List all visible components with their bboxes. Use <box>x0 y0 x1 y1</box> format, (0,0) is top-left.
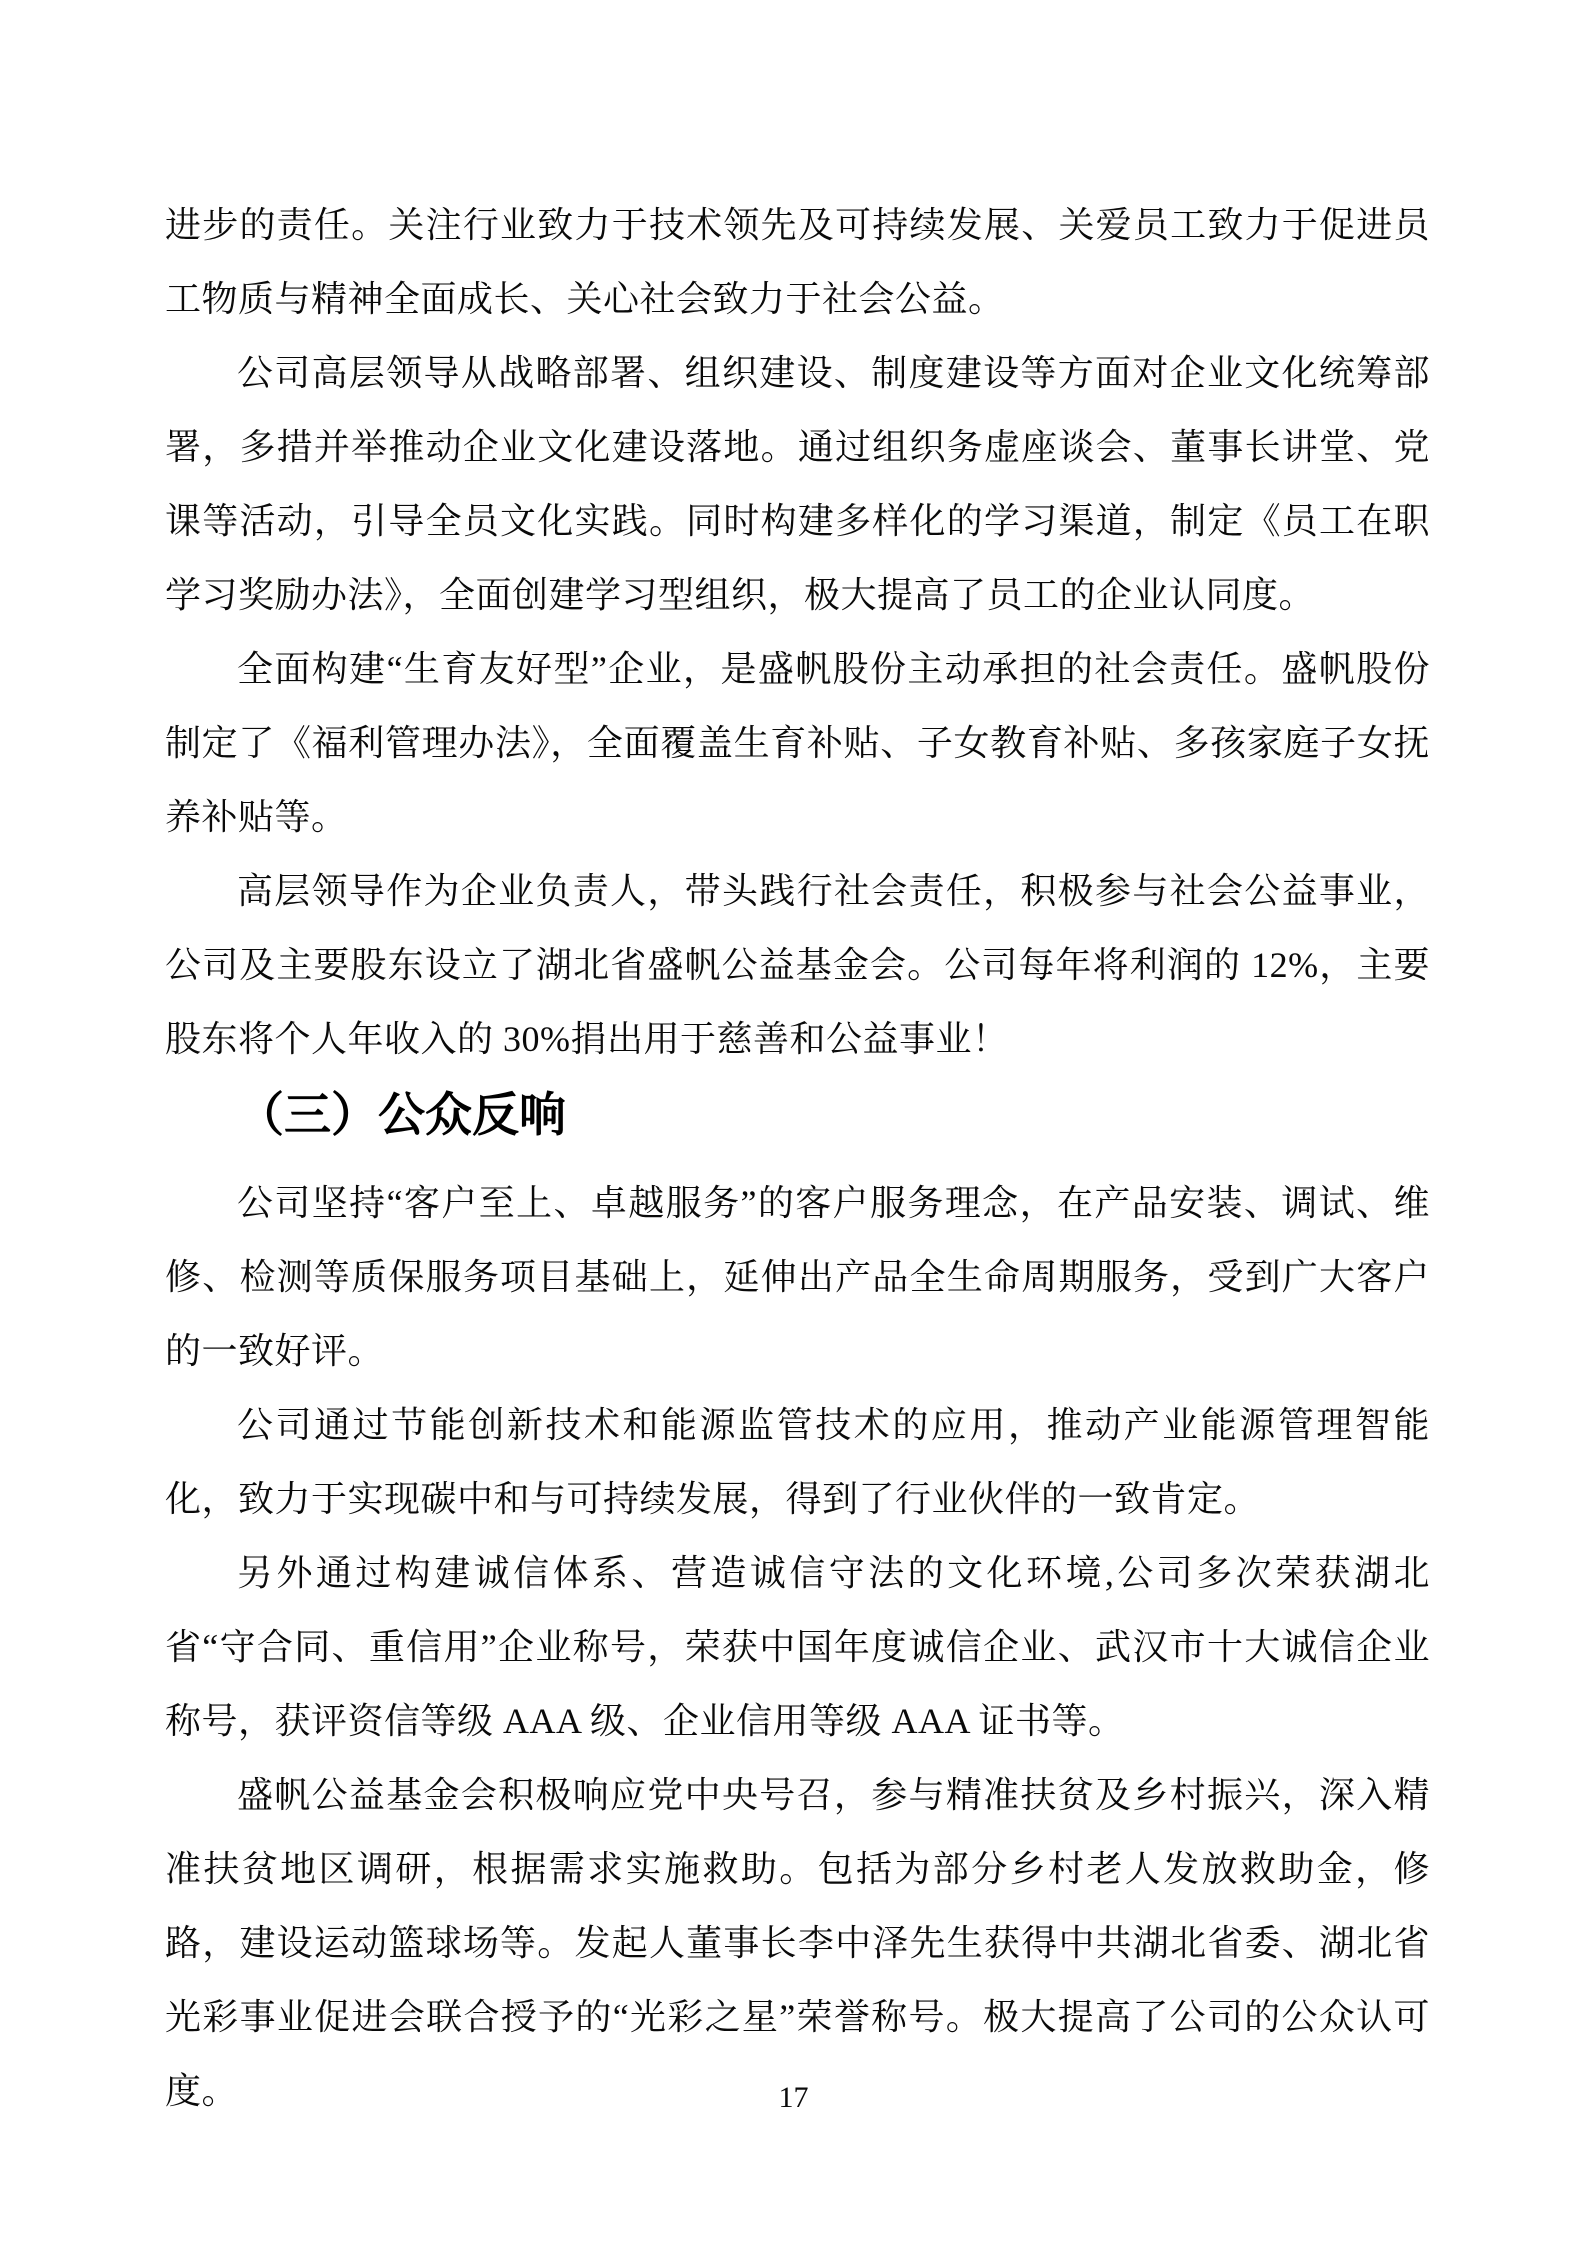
paragraph: 高层领导作为企业负责人，带头践行社会责任，积极参与社会公益事业，公司及主要股东设立了湖北省盛帆公益基金会。公司每年将利润的 12%，主要股东将个人年收入的 30%捐出用于慈善和公益事业！ <box>165 871 1430 1059</box>
paragraph: 全面构建“生育友好型”企业，是盛帆股份主动承担的社会责任。盛帆股份制定了《福利管理办法》，全面覆盖生育补贴、子女教育补贴、多孩家庭子女抚养补贴等。 <box>165 649 1430 837</box>
paragraph: 公司高层领导从战略部署、组织建设、制度建设等方面对企业文化统筹部署，多措并举推动企业文化建设落地。通过组织务虚座谈会、董事长讲堂、党课等活动，引导全员文化实践。同时构建多样化的学习渠道，制定《员工在职学习奖励办法》，全面创建学习型组织，极大提高了员工的企业认同度。 <box>165 353 1430 615</box>
paragraph-continuation: 进步的责任。关注行业致力于技术领先及可持续发展、关爱员工致力于促进员工物质与精神全面成长、关心社会致力于社会公益。 <box>165 205 1430 319</box>
document-body <box>165 188 1430 2128</box>
paragraph: 公司通过节能创新技术和能源监管技术的应用，推动产业能源管理智能化，致力于实现碳中和与可持续发展，得到了行业伙伴的一致肯定。 <box>165 1405 1430 1519</box>
paragraph: 公司坚持“客户至上、卓越服务”的客户服务理念，在产品安装、调试、维修、检测等质保服务项目基础上，延伸出产品全生命周期服务，受到广大客户的一致好评。 <box>165 1183 1430 1371</box>
page-number: 17 <box>778 2081 809 2114</box>
paragraph: 盛帆公益基金会积极响应党中央号召，参与精准扶贫及乡村振兴，深入精准扶贫地区调研，根据需求实施救助。包括为部分乡村老人发放救助金，修路，建设运动篮球场等。发起人董事长李中泽先生获得中共湖北省委、湖北省光彩事业促进会联合授予的“光彩之星”荣誉称号。极大提高了公司的公众认可度。 <box>165 1775 1430 2111</box>
paragraph: 另外通过构建诚信体系、营造诚信守法的文化环境,公司多次荣获湖北省“守合同、重信用”企业称号，荣获中国年度诚信企业、武汉市十大诚信企业称号，获评资信等级 AAA 级、企业信用等级 AAA 证书等。 <box>165 1553 1430 1741</box>
section-heading: （三）公众反响 <box>237 1090 566 1142</box>
